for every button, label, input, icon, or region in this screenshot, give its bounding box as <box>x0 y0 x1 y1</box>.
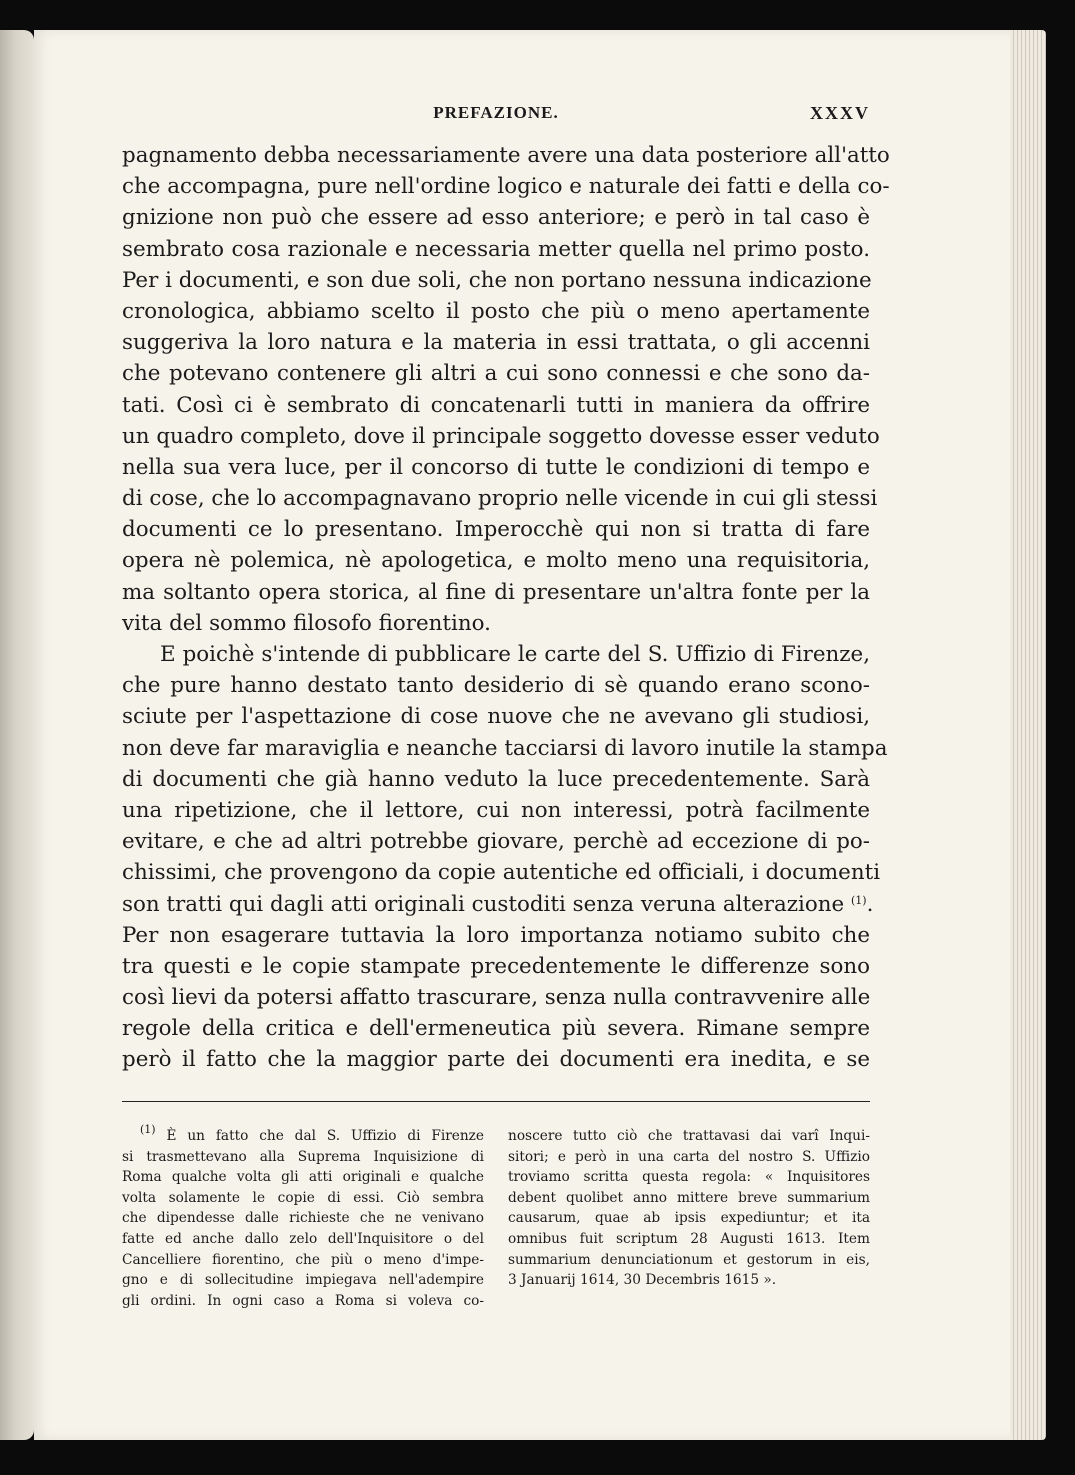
text-line: gnizione non può che essere ad esso anteriore; e però in tal caso è <box>122 205 870 231</box>
footnote-line: volta solamente le copie di essi. Ciò sembra <box>122 1189 484 1206</box>
footnote-column-right <box>508 1126 870 1291</box>
footnote-ref-punctuation: . <box>866 891 874 917</box>
text-line: che potevano contenere gli altri a cui sono connessi e che sono da- <box>122 361 870 387</box>
footnote-line: omnibus fuit scriptum 28 Augusti 1613. Item <box>508 1230 870 1247</box>
text-line: sembrato cosa razionale e necessaria metter quella nel primo posto. <box>122 236 870 262</box>
text-line: però il fatto che la maggior parte dei documenti era inedita, e se <box>122 1047 870 1073</box>
footnote-line: sitori; e però in una carta del nostro S. Uffizio <box>508 1148 870 1165</box>
footnote-line: Cancelliere fiorentino, che più o meno d'impe- <box>122 1251 484 1268</box>
text-line: nella sua vera luce, per il concorso di tutte le condizioni di tempo e <box>122 454 870 480</box>
footnote-line: fatte ed anche dallo zelo dell'Inquisitore o del <box>122 1230 484 1247</box>
page-number: XXXV <box>810 103 870 123</box>
text-line: Per i documenti, e son due soli, che non portano nessuna indicazione <box>122 267 872 293</box>
text-line-content: son tratti qui dagli atti originali custoditi senza veruna alterazione <box>122 891 845 917</box>
text-line: tati. Così ci è sembrato di concatenarli tutti in maniera da offrire <box>122 392 870 418</box>
text-line: una ripetizione, che il lettore, cui non interessi, potrà facilmente <box>122 797 870 823</box>
text-line: che accompagna, pure nell'ordine logico e naturale dei fatti e della co- <box>122 174 890 200</box>
book-left-edge <box>0 30 34 1440</box>
footnote-line: summarium denunciationum et gestorum in eis, <box>508 1251 870 1268</box>
footnote-line: debent quolibet anno mittere breve summarium <box>508 1189 870 1206</box>
footnote-line: gli ordini. In ogni caso a Roma si voleva co- <box>122 1292 484 1309</box>
text-line: un quadro completo, dove il principale soggetto dovesse esser veduto <box>122 423 880 449</box>
footnote-column-left <box>122 1123 484 1311</box>
footnote-line: si trasmettevano alla Suprema Inquisizione di <box>122 1148 484 1165</box>
footnote-marker: (1) <box>140 1123 156 1136</box>
text-line-with-footnote-ref <box>122 889 874 920</box>
footnote-reference[interactable]: (1) <box>851 893 867 907</box>
footnote-line <box>122 1123 484 1147</box>
page-stack-edge <box>1010 30 1046 1440</box>
paragraph-start-line: E poichè s'intende di pubblicare le carte del S. Uffizio di Firenze, <box>160 642 870 667</box>
text-line: Per non esagerare tuttavia la loro importanza notiamo subito che <box>122 922 870 948</box>
footnote-divider <box>122 1101 870 1102</box>
footnote-line-text: È un fatto che dal S. Uffizio di Firenze <box>166 1128 484 1144</box>
text-line: regole della critica e dell'ermeneutica più severa. Rimane sempre <box>122 1016 870 1042</box>
main-text <box>122 140 890 1076</box>
footnote-line: troviamo scritta questa regola: « Inquisitores <box>508 1169 870 1186</box>
text-line: non deve far maraviglia e neanche tacciarsi di lavoro inutile la stampa <box>122 735 888 761</box>
text-line: così lievi da potersi affatto trascurare, senza nulla contravvenire alle <box>122 985 871 1011</box>
text-line: chissimi, che provengono da copie autentiche ed officiali, i documenti <box>122 860 881 886</box>
footnote-line: noscere tutto ciò che trattavasi dai varî Inqui- <box>508 1128 870 1144</box>
text-line: tra questi e le copie stampate precedentemente le differenze sono <box>122 953 870 979</box>
footnote-line: 3 Januarij 1614, 30 Decembris 1615 ». <box>508 1272 777 1289</box>
footnote-line: gno e di sollecitudine impiegava nell'adempire <box>122 1272 484 1289</box>
running-title: PREFAZIONE. <box>433 103 559 122</box>
footnote-line: che dipendesse dalle richieste che ne venivano <box>122 1210 484 1227</box>
text-line: evitare, e che ad altri potrebbe giovare, perchè ad eccezione di po- <box>122 829 870 855</box>
text-line: documenti ce lo presentano. Imperocchè qui non si tratta di fare <box>122 517 870 543</box>
text-line: di cose, che lo accompagnavano proprio nelle vicende in cui gli stessi <box>122 486 878 512</box>
text-line: pagnamento debba necessariamente avere una data posteriore all'atto <box>122 143 890 168</box>
text-line: suggeriva la loro natura e la materia in essi trattata, o gli accenni <box>122 330 870 356</box>
text-line: di documenti che già hanno veduto la luce precedentemente. Sarà <box>122 766 870 792</box>
running-header <box>122 103 870 129</box>
text-line: ma soltanto opera storica, al fine di presentare un'altra fonte per la <box>122 579 870 605</box>
text-line: cronologica, abbiamo scelto il posto che più o meno apertamente <box>122 298 870 324</box>
text-line: vita del sommo filosofo fiorentino. <box>122 610 491 636</box>
text-line: sciute per l'aspettazione di cose nuove che ne avevano gli studiosi, <box>122 704 870 730</box>
footnote-line: causarum, quae ab ipsis expediuntur; et ita <box>508 1210 870 1227</box>
text-line: opera nè polemica, nè apologetica, e molto meno una requisitoria, <box>122 548 870 574</box>
text-line: che pure hanno destato tanto desiderio di sè quando erano scono- <box>122 673 870 699</box>
footnote-line: Roma qualche volta gli atti originali e qualche <box>122 1169 484 1186</box>
